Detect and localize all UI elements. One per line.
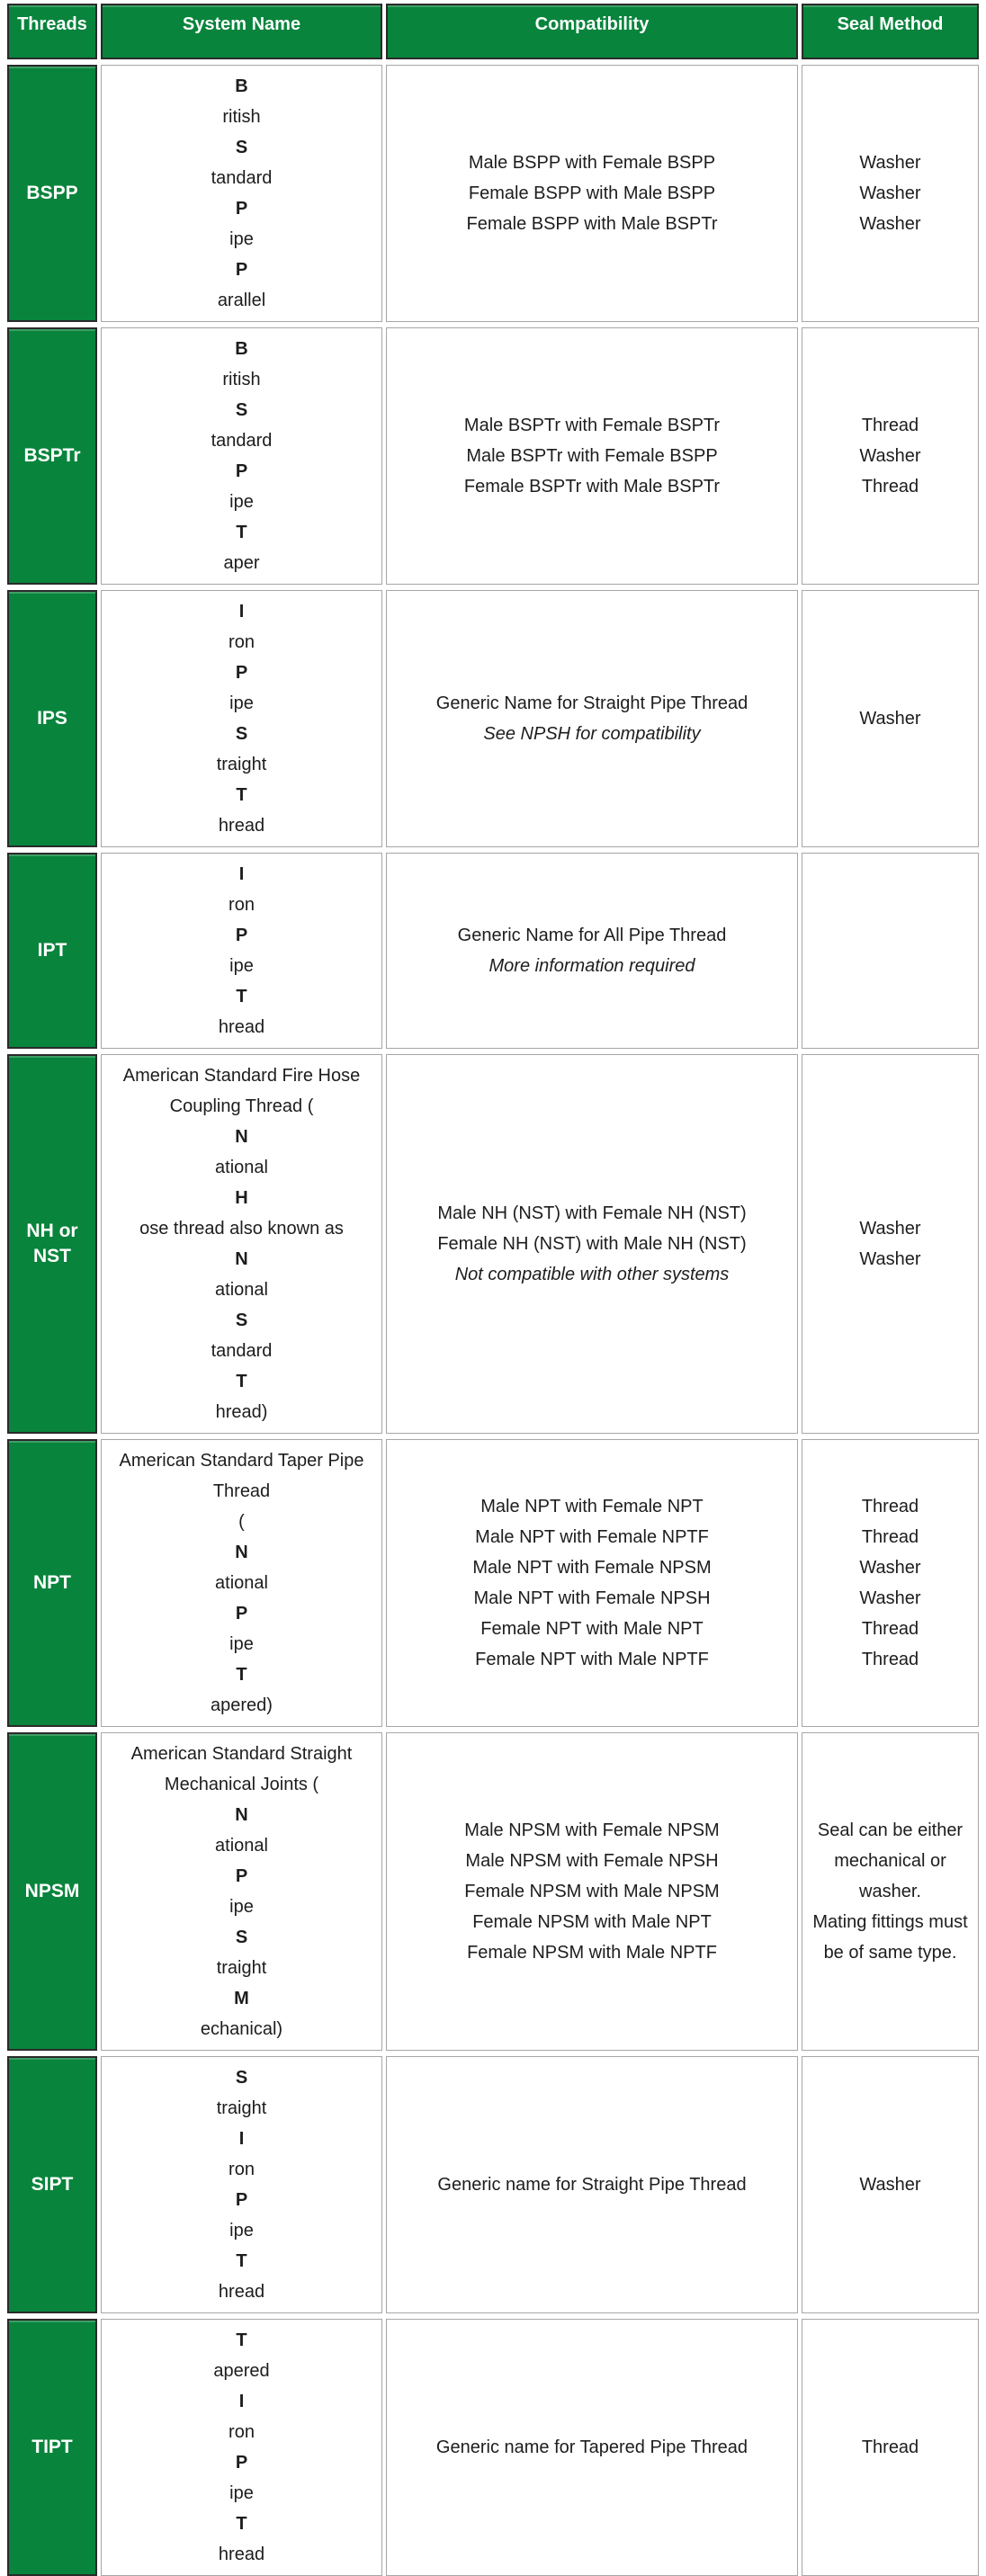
seal-method-line: Washer [859, 1588, 921, 1608]
table-row [7, 590, 979, 847]
thread-code: SIPT [7, 2056, 97, 2313]
thread-code: BSPTr [7, 327, 97, 585]
table-header-row [7, 4, 979, 59]
system-name: American Standard Taper Pipe Thread ( N ational P ipe T apered) [101, 1439, 382, 1727]
seal-method-cell [802, 1054, 979, 1434]
header-compatibility: Compatibility [386, 4, 798, 59]
compatibility-cell [386, 1732, 798, 2051]
seal-method-line: Thread [861, 1650, 919, 1669]
system-name: B ritish S tandard P ipe T aper [101, 327, 382, 585]
thread-compatibility-table [7, 4, 979, 2576]
compatibility-line: Male BSPP with Female BSPP [468, 153, 716, 173]
seal-method-line: Washer [859, 2175, 921, 2195]
table-row [7, 2056, 979, 2313]
system-name: T apered I ron P ipe T hread [101, 2319, 382, 2576]
header-seal-method: Seal Method [802, 4, 979, 59]
compatibility-cell [386, 590, 798, 847]
compatibility-cell [386, 2056, 798, 2313]
system-name: I ron P ipe S traight T hread [101, 590, 382, 847]
table-row [7, 1054, 979, 1434]
compatibility-line: See NPSH for compatibility [483, 724, 701, 744]
table-row [7, 1439, 979, 1727]
compatibility-line: Not compatible with other systems [454, 1265, 730, 1284]
compatibility-line: Female NPSM with Male NPT [472, 1912, 712, 1932]
thread-code: IPS [7, 590, 97, 847]
seal-method-cell [802, 2056, 979, 2313]
compatibility-line: Male BSPTr with Female BSPP [466, 446, 718, 466]
compatibility-cell [386, 2319, 798, 2576]
compatibility-line: Female NPSM with Male NPTF [467, 1943, 717, 1963]
system-name: American Standard Straight Mechanical Joints ( N ational P ipe S traight M echanical) [101, 1732, 382, 2051]
compatibility-line: Female NPSM with Male NPSM [464, 1882, 720, 1901]
seal-method-line: Thread [861, 477, 919, 496]
system-name: B ritish S tandard P ipe P arallel [101, 65, 382, 322]
compatibility-line: Male NPT with Female NPSM [472, 1558, 712, 1578]
compatibility-line: Female NPT with Male NPTF [475, 1650, 709, 1669]
compatibility-line: Generic Name for Straight Pipe Thread [435, 693, 748, 713]
table-row [7, 65, 979, 322]
seal-method-line: Washer [859, 153, 921, 173]
thread-code: TIPT [7, 2319, 97, 2576]
compatibility-line: Generic name for Tapered Pipe Thread [435, 2437, 748, 2457]
compatibility-cell [386, 1439, 798, 1727]
compatibility-line: Male NPSM with Female NPSM [464, 1820, 720, 1840]
compatibility-line: Female NPT with Male NPT [480, 1619, 704, 1639]
header-threads: Threads [7, 4, 97, 59]
seal-method-cell [802, 2319, 979, 2576]
compatibility-line: Female BSPP with Male BSPTr [466, 214, 718, 234]
compatibility-line: Male NH (NST) with Female NH (NST) [437, 1203, 747, 1223]
compatibility-line: Male NPT with Female NPSH [473, 1588, 711, 1608]
compatibility-line: Generic Name for All Pipe Thread [457, 926, 727, 945]
seal-method-line: Washer [859, 709, 921, 729]
seal-method-line: Thread [861, 1497, 919, 1516]
compatibility-line: Male NPSM with Female NPSH [465, 1851, 719, 1871]
table-row [7, 327, 979, 585]
seal-method-cell [802, 590, 979, 847]
table-row [7, 1732, 979, 2051]
seal-method-cell [802, 1732, 979, 2051]
compatibility-cell [386, 327, 798, 585]
system-name: S traight I ron P ipe T hread [101, 2056, 382, 2313]
table-body [7, 65, 979, 2576]
table-row [7, 853, 979, 1049]
seal-method-line: Washer [859, 183, 921, 203]
seal-method-line: Seal can be either mechanical or washer. [817, 1820, 964, 1901]
seal-method-line: Thread [861, 1619, 919, 1639]
header-system-name: System Name [101, 4, 382, 59]
thread-code: NPT [7, 1439, 97, 1727]
table-row [7, 2319, 979, 2576]
compatibility-cell [386, 65, 798, 322]
system-name: American Standard Fire Hose Coupling Thread ( N ational H ose thread also known as N ational S tandard T hread) [101, 1054, 382, 1434]
seal-method-cell [802, 327, 979, 585]
compatibility-line: Generic name for Straight Pipe Thread [437, 2175, 747, 2195]
compatibility-line: Female BSPTr with Male BSPTr [463, 477, 721, 496]
seal-method-line: Thread [861, 1527, 919, 1547]
seal-method-line: Washer [859, 214, 921, 234]
compatibility-line: Female BSPP with Male BSPP [468, 183, 716, 203]
compatibility-line: More information required [489, 956, 695, 976]
compatibility-line: Male NPT with Female NPT [480, 1497, 704, 1516]
thread-code: BSPP [7, 65, 97, 322]
thread-code: IPT [7, 853, 97, 1049]
seal-method-line: Thread [861, 416, 919, 435]
seal-method-line: Thread [861, 2437, 919, 2457]
seal-method-line: Washer [859, 1219, 921, 1239]
thread-code: NH or NST [7, 1054, 97, 1434]
seal-method-line: Mating fittings must be of same type. [812, 1912, 968, 1963]
seal-method-cell [802, 853, 979, 1049]
system-name: I ron P ipe T hread [101, 853, 382, 1049]
compatibility-cell [386, 853, 798, 1049]
thread-code: NPSM [7, 1732, 97, 2051]
seal-method-line: Washer [859, 1249, 921, 1269]
compatibility-line: Male NPT with Female NPTF [475, 1527, 709, 1547]
seal-method-cell [802, 1439, 979, 1727]
seal-method-line: Washer [859, 1558, 921, 1578]
seal-method-cell [802, 65, 979, 322]
compatibility-line: Male BSPTr with Female BSPTr [463, 416, 721, 435]
compatibility-line: Female NH (NST) with Male NH (NST) [437, 1234, 747, 1254]
compatibility-cell [386, 1054, 798, 1434]
seal-method-line: Washer [859, 446, 921, 466]
